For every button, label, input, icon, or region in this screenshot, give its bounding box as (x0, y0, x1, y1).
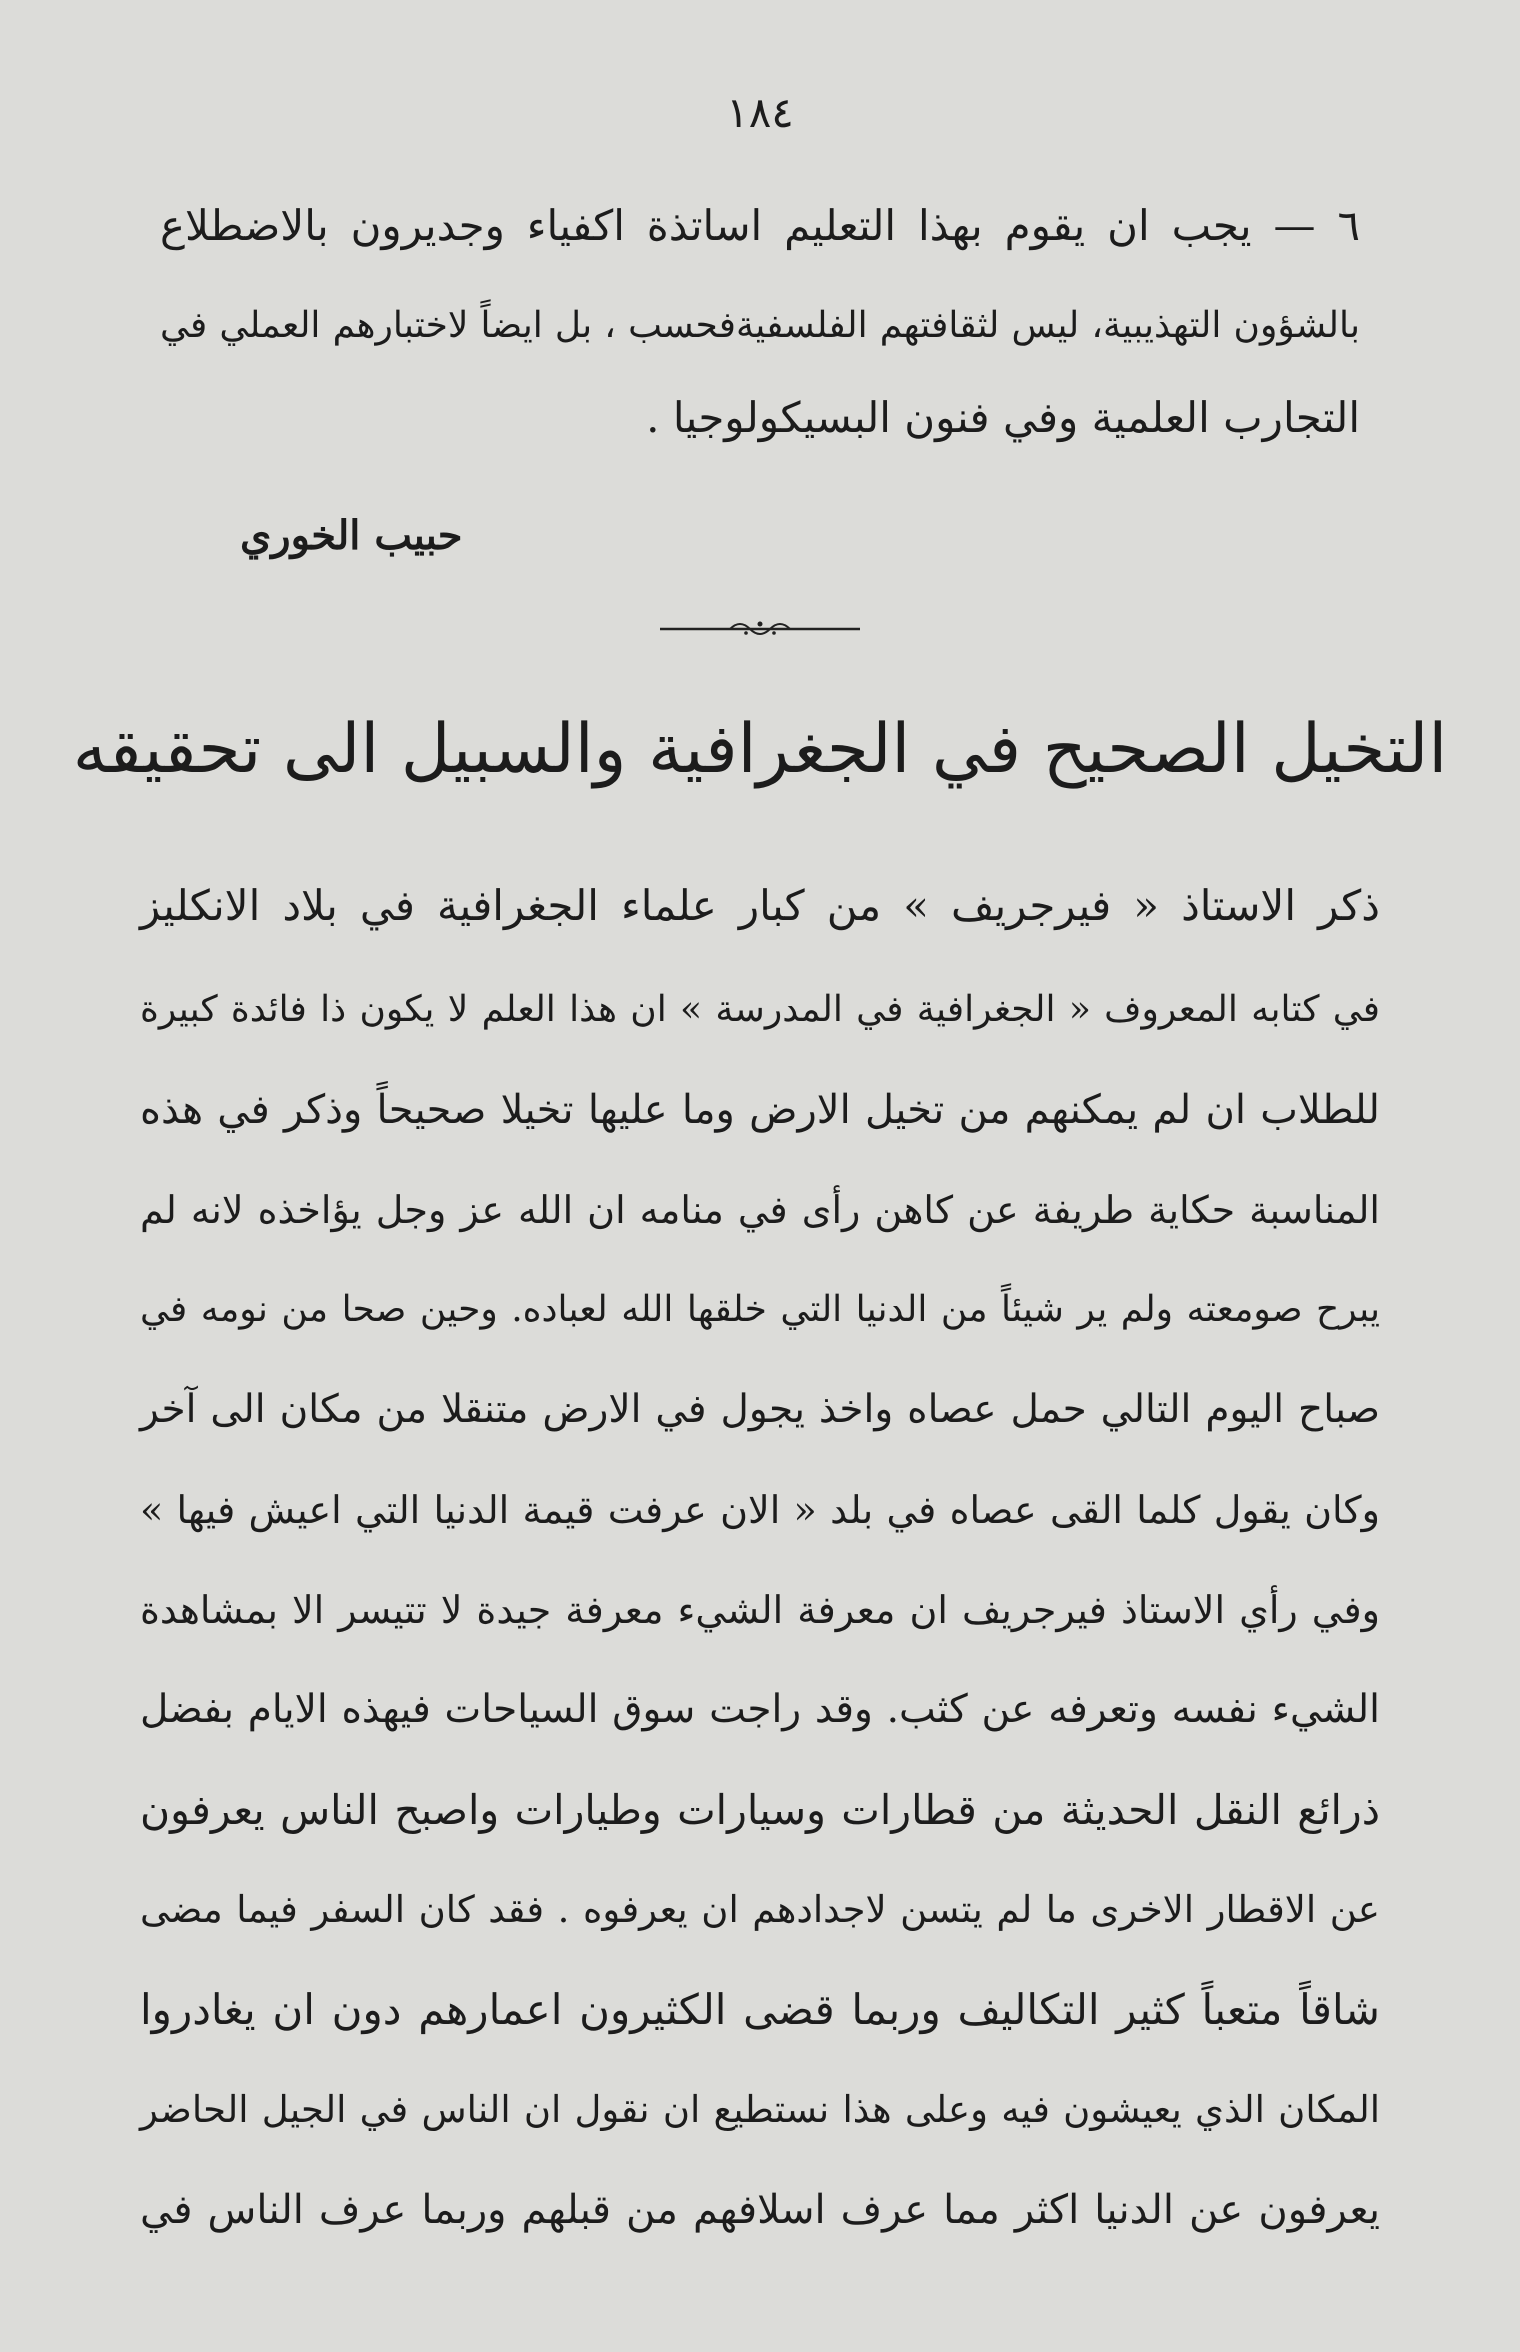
paragraph-line: التجارب العلمية وفي فنون البسيكولوجيا . (646, 393, 1360, 442)
paragraph-line: يبرح صومعته ولم ير شيئاً من الدنيا التي خلقها الله لعباده. وحين صحا من نومه في (140, 1289, 1380, 1330)
article-title: التخيل الصحيح في الجغرافية والسبيل الى تحقيقه (72, 710, 1448, 789)
paragraph-line: للطلاب ان لم يمكنهم من تخيل الارض وما عليها تخيلا صحيحاً وذكر في هذه (140, 1087, 1380, 1133)
page-number: ١٨٤ (726, 88, 794, 137)
paragraph-line: الشيء نفسه وتعرفه عن كثب. وقد راجت سوق السياحات فيهذه الايام بفضل (140, 1687, 1380, 1732)
ornamental-divider (660, 618, 860, 638)
paragraph-line: المكان الذي يعيشون فيه وعلى هذا نستطيع ان نقول ان الناس في الجيل الحاضر (140, 2088, 1380, 2131)
paragraph-line: ذرائع النقل الحديثة من قطارات وسيارات وطيارات واصبح الناس يعرفون (140, 1786, 1380, 1834)
paragraph-line: يعرفون عن الدنيا اكثر مما عرف اسلافهم من قبلهم وربما عرف الناس في (140, 2187, 1380, 2233)
paragraph-line: بالشؤون التهذيبية، ليس لثقافتهم الفلسفيةفحسب ، بل ايضاً لاختبارهم العملي في (160, 305, 1360, 346)
paragraph-line: صباح اليوم التالي حمل عصاه واخذ يجول في الارض متنقلا من مكان الى آخر (140, 1387, 1380, 1432)
paragraph-line: في كتابه المعروف « الجغرافية في المدرسة » ان هذا العلم لا يكون ذا فائدة كبيرة (140, 989, 1380, 1030)
paragraph-line: ٦ — يجب ان يقوم بهذا التعليم اساتذة اكفياء وجديرون بالاضطلاع (160, 201, 1360, 250)
paragraph-line: وكان يقول كلما القى عصاه في بلد « الان عرفت قيمة الدنيا التي اعيش فيها » (140, 1488, 1380, 1532)
paragraph-line: عن الاقطار الاخرى ما لم يتسن لاجدادهم ان يعرفوه . فقد كان السفر فيما مضى (140, 1888, 1380, 1931)
paragraph-line: وفي رأي الاستاذ فيرجريف ان معرفة الشيء معرفة جيدة لا تتيسر الا بمشاهدة (140, 1588, 1380, 1632)
paragraph-line: المناسبة حكاية طريفة عن كاهن رأى في منامه ان الله عز وجل يؤاخذه لانه لم (140, 1188, 1380, 1232)
paragraph-line: ذكر الاستاذ « فيرجريف » من كبار علماء الجغرافية في بلاد الانكليز (140, 881, 1380, 930)
paragraph-line: شاقاً متعباً كثير التكاليف وربما قضى الكثيرون اعمارهم دون ان يغادروا (140, 1985, 1380, 2034)
author-signature: حبيب الخوري (240, 512, 463, 559)
